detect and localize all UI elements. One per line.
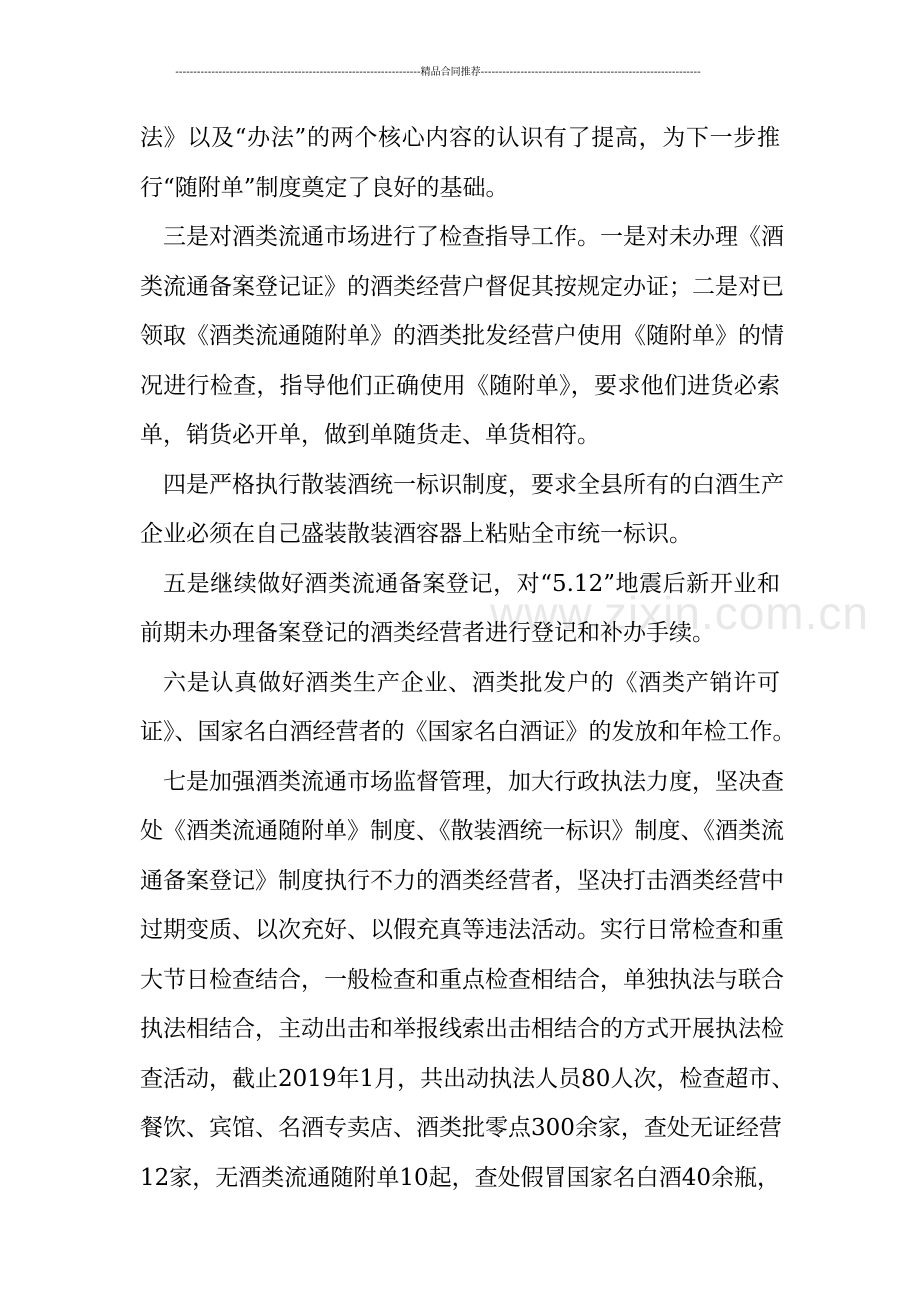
text-line: 证》、国家名白酒经营者的《国家名白酒证》的发放和年检工作。	[140, 719, 796, 745]
text-line: 行“随附单”制度奠定了良好的基础。	[140, 174, 509, 201]
text-line: 大节日检查结合，一般检查和重点检查相结合，单独执法与联合	[140, 966, 784, 993]
text-line: 执法相结合，主动出击和举报线索出击相结合的方式开展执法检	[140, 1016, 784, 1042]
document-body	[140, 118, 796, 1207]
text-line: 前期未办理备案登记的酒类经营者进行登记和补办手续。	[140, 620, 715, 646]
text-line: 企业必须在自己盛装散装酒容器上粘贴全市统一标识。	[140, 521, 692, 547]
page-header: --------------------------------------------------------------------精品合同推荐-------------------------------------------------------------	[175, 67, 701, 78]
watermark: www.zixin.com.cn	[490, 587, 869, 639]
text-line: 四是严格执行散装酒统一标识制度，要求全县所有的白酒生产	[163, 471, 784, 498]
text-line: 况进行检查，指导他们正确使用《随附单》，要求他们进货必索	[140, 372, 780, 399]
text-line: 六是认真做好酒类生产企业、酒类批发户的《酒类产销许可	[163, 669, 780, 696]
text-line: 过期变质、以次充好、以假充真等违法活动。实行日常检查和重	[140, 917, 784, 943]
text-line: 查活动，截止2019年1月，共出动执法人员80人次，检查超市、	[140, 1065, 795, 1092]
text-line: 12家，无酒类流通随附单10起，查处假冒国家名白酒40余瓶，	[140, 1164, 780, 1191]
text-line: 处《酒类流通随附单》制度、《散装酒统一标识》制度、《酒类流	[140, 818, 784, 844]
text-line: 领取《酒类流通随附单》的酒类批发经营户使用《随附单》的情	[140, 323, 784, 349]
text-line: 类流通备案登记证》的酒类经营户督促其按规定办证；二是对已	[140, 273, 784, 300]
text-line: 七是加强酒类流通市场监督管理，加大行政执法力度，坚决查	[163, 768, 784, 795]
text-line: 单，销货必开单，做到单随货走、单货相符。	[140, 422, 600, 448]
text-line: 餐饮、宾馆、名酒专卖店、酒类批零点300余家，查处无证经营	[140, 1115, 782, 1141]
text-line: 通备案登记》制度执行不力的酒类经营者，坚决打击酒类经营中	[140, 867, 784, 894]
text-line: 五是继续做好酒类流通备案登记，对“5.12”地震后新开业和	[163, 570, 780, 597]
text-line: 法》以及“办法”的两个核心内容的认识有了提高，为下一步推	[140, 125, 780, 151]
text-line: 三是对酒类流通市场进行了检查指导工作。一是对未办理《酒	[163, 224, 784, 250]
